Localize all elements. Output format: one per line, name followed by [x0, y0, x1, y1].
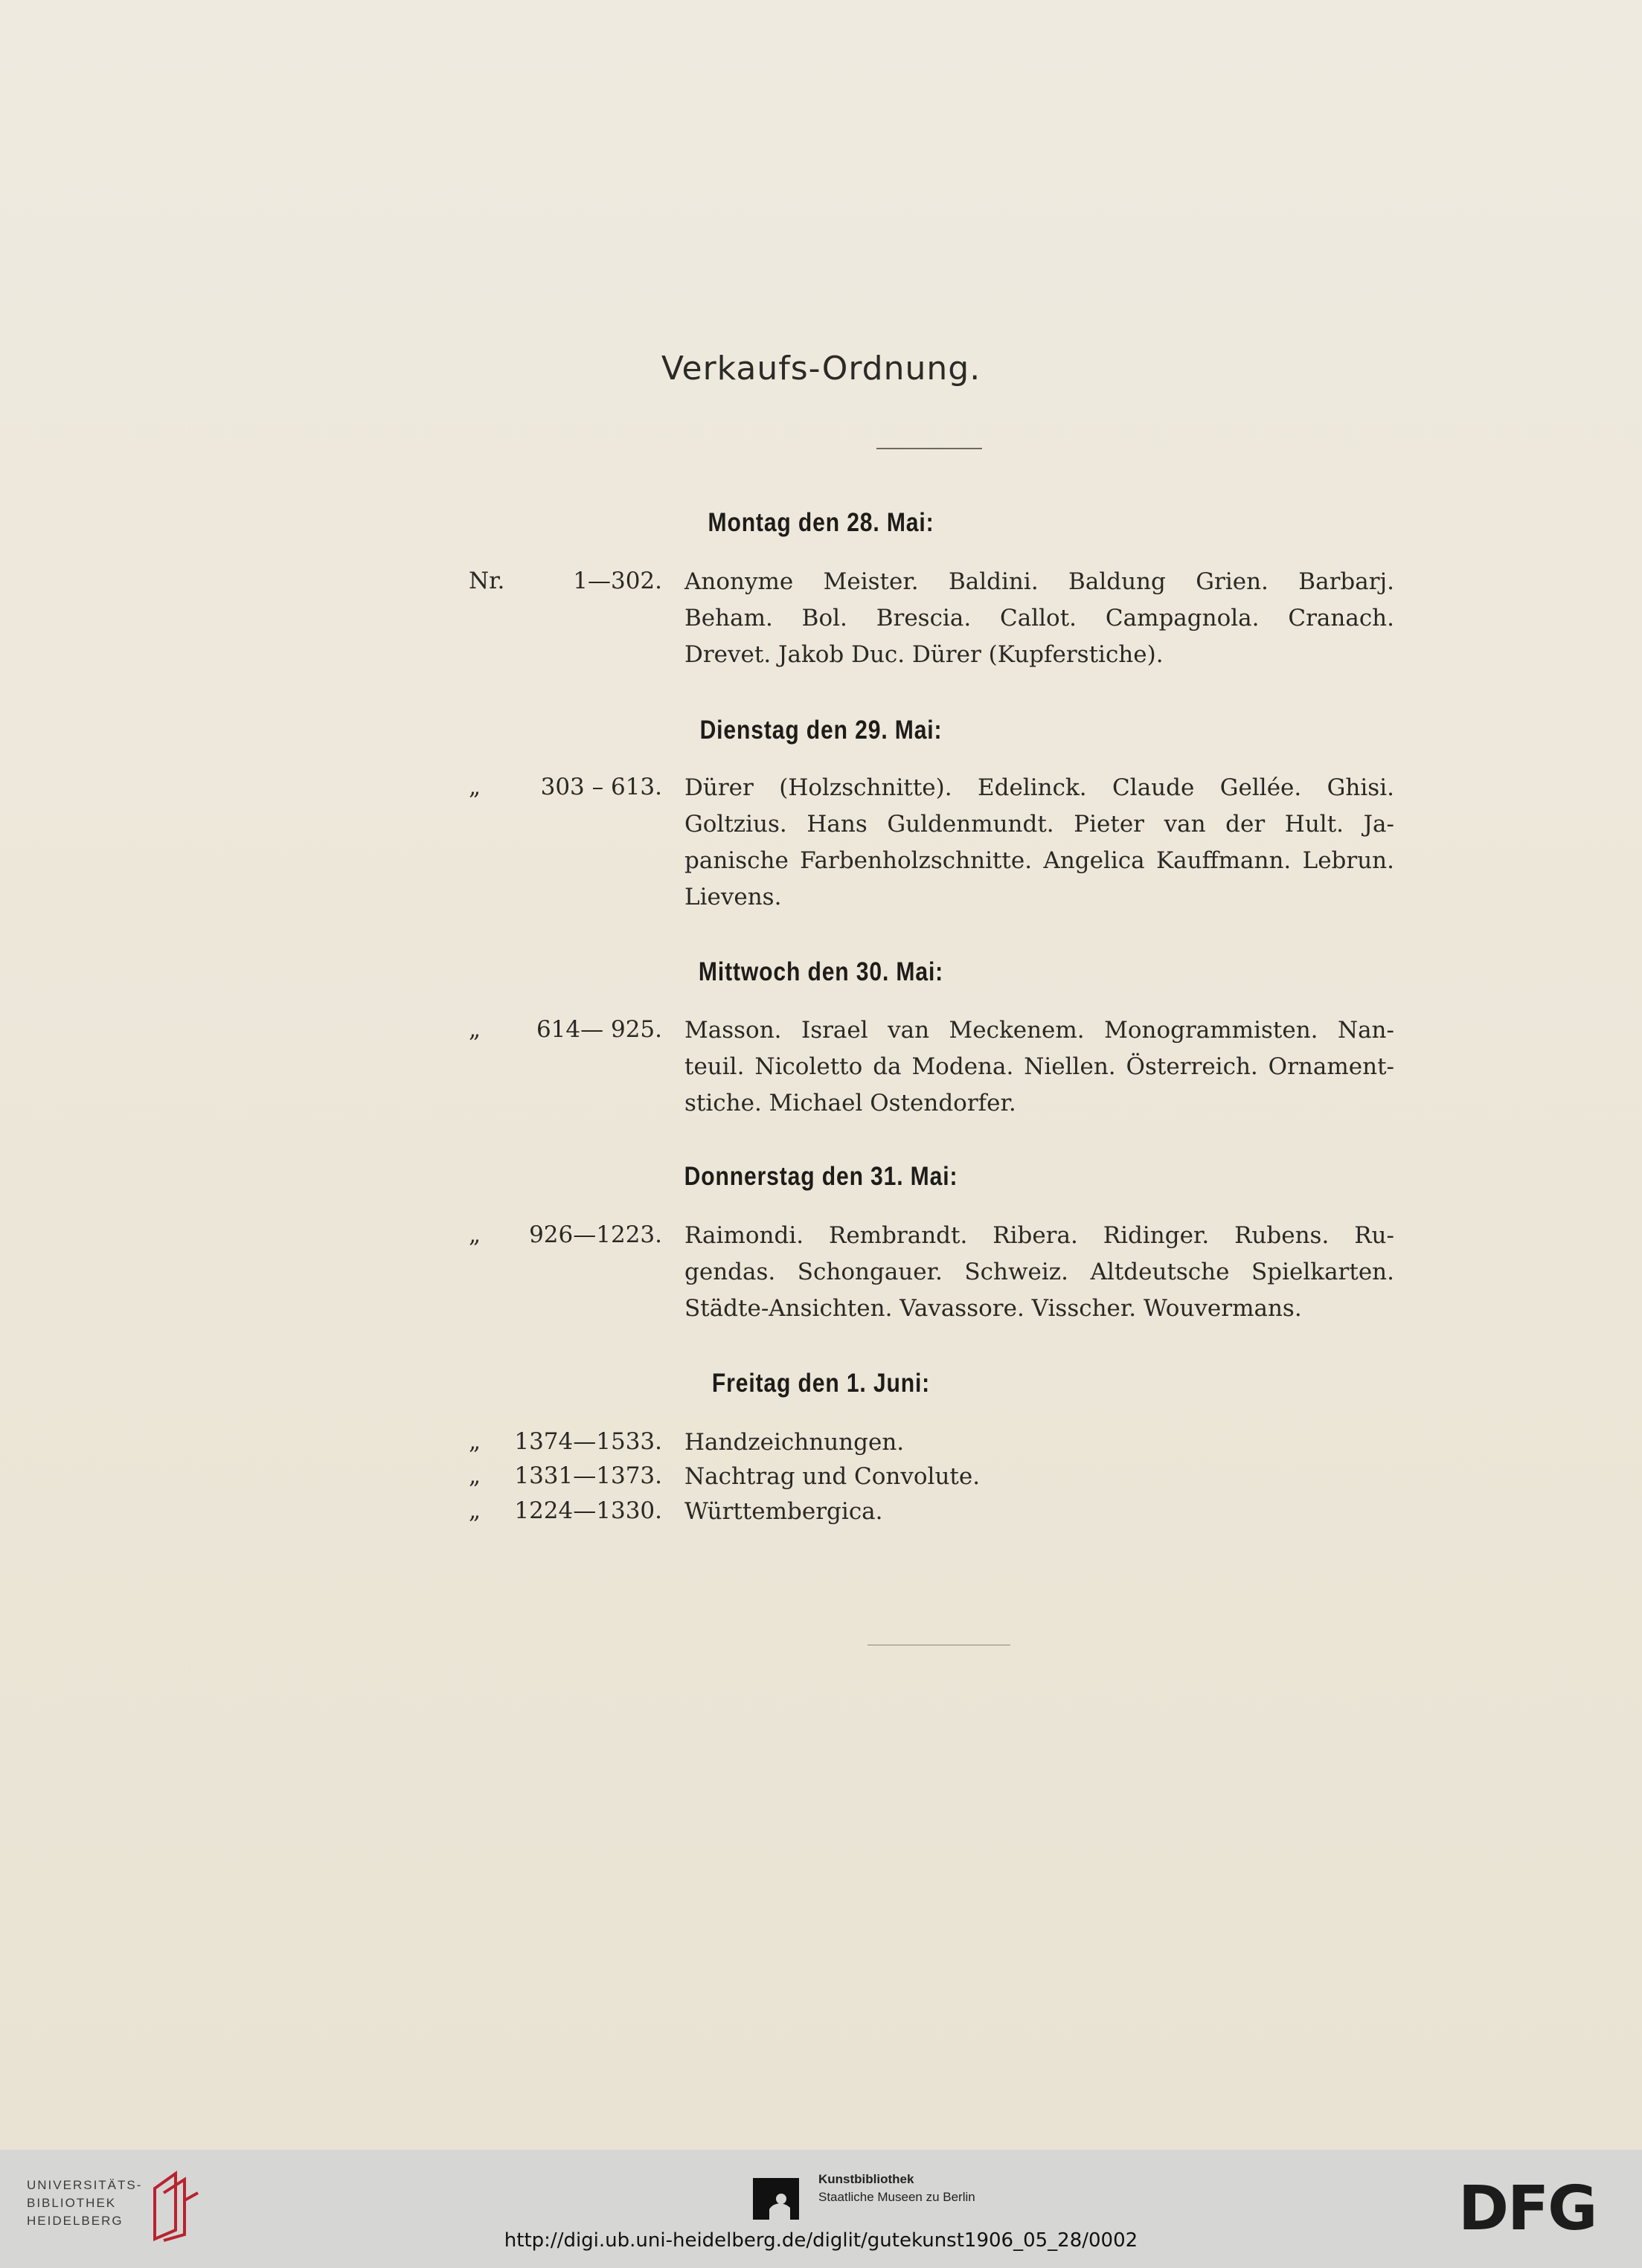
lot-range: 614— 925.	[536, 1016, 662, 1043]
day-heading-tuesday: Dienstag den 29. Mai:	[699, 716, 943, 745]
kunstbibliothek-title: Kunstbibliothek	[818, 2172, 914, 2186]
lot-artists: Württembergica.	[684, 1498, 883, 1525]
lot-range: 1374—1533.	[514, 1428, 662, 1455]
text-line: panische Farbenholzschnitte. Angelica Kauffmann. Lebrun.	[684, 847, 1394, 874]
lot-range: 1224—1330.	[514, 1497, 662, 1524]
day-heading-thursday: Donnerstag den 31. Mai:	[684, 1162, 958, 1191]
ub-heidelberg-logo[interactable]	[27, 2177, 142, 2230]
text-line: stiche. Michael Ostendorfer.	[684, 1090, 1016, 1117]
lot-row	[0, 1497, 1642, 1535]
lot-prefix: Nr.	[469, 568, 505, 594]
page-title: Verkaufs-Ordnung.	[661, 350, 981, 388]
text-line: Drevet. Jakob Duc. Dürer (Kupferstiche).	[684, 641, 1164, 668]
text-line: Dürer (Holzschnitte). Edelinck. Claude Gellée. Ghisi.	[684, 774, 1394, 801]
lot-artists-last	[684, 1085, 1394, 1122]
lot-prefix: „	[469, 1016, 481, 1043]
lot-artists	[684, 564, 1394, 637]
text-line: Masson. Israel van Meckenem. Monogrammisten. Nan-	[684, 1017, 1394, 1044]
logo-line: UNIVERSITÄTS-	[27, 2178, 143, 2192]
text-line: Raimondi. Rembrandt. Ribera. Ridinger. Rubens. Ru-	[684, 1222, 1394, 1249]
title-rule	[876, 448, 982, 449]
lot-artists-last	[684, 637, 1394, 673]
lot-range: 1331—1373.	[514, 1462, 662, 1489]
kunstbibliothek-mark-icon	[751, 2172, 804, 2224]
lot-prefix: „	[469, 774, 481, 800]
lot-artists: Nachtrag und Convolute.	[684, 1463, 981, 1490]
lot-artists: Handzeichnungen.	[684, 1429, 905, 1456]
kunstbibliothek-subtitle: Staatliche Museen zu Berlin	[818, 2190, 975, 2204]
lot-prefix: „	[469, 1497, 481, 1524]
text-line: Beham. Bol. Brescia. Callot. Campagnola. Cranach.	[684, 605, 1394, 632]
text-line: teuil. Nicoletto da Modena. Niellen. Österreich. Ornament-	[684, 1053, 1394, 1080]
text-line: Lievens.	[684, 884, 782, 910]
lot-prefix: „	[469, 1221, 481, 1248]
kunstbibliothek-logo[interactable]	[751, 2172, 975, 2227]
lot-artists	[684, 770, 1394, 879]
logo-line: BIBLIOTHEK	[27, 2196, 117, 2210]
lot-artists-last	[684, 879, 1394, 916]
logo-line: HEIDELBERG	[27, 2214, 124, 2228]
lot-prefix: „	[469, 1428, 481, 1455]
day-heading-friday: Freitag den 1. Juni:	[711, 1369, 931, 1398]
text-line: Anonyme Meister. Baldini. Baldung Grien. Barbarj.	[684, 568, 1394, 595]
text-line: gendas. Schongauer. Schweiz. Altdeutsche Spielkarten.	[684, 1259, 1394, 1285]
lot-artists	[684, 1218, 1394, 1291]
lot-artists-last	[684, 1291, 1394, 1327]
day-heading-wednesday: Mittwoch den 30. Mai:	[698, 957, 944, 986]
dfg-logo[interactable]: DFG	[1458, 2174, 1597, 2244]
day-heading-monday: Montag den 28. Mai:	[708, 508, 934, 537]
lot-prefix: „	[469, 1462, 481, 1489]
lot-artists	[684, 1012, 1394, 1085]
lot-range: 303 – 613.	[540, 774, 662, 800]
text-line: Städte-Ansichten. Vavassore. Visscher. Wouvermans.	[684, 1295, 1302, 1322]
text-line: Goltzius. Hans Guldenmundt. Pieter van der Hult. Ja-	[684, 811, 1394, 838]
lot-range: 926—1223.	[529, 1221, 662, 1248]
lot-range: 1—302.	[573, 568, 662, 594]
permalink-url[interactable]: http://digi.ub.uni-heidelberg.de/diglit/gutekunst1906_05_28/0002	[504, 2229, 1138, 2252]
